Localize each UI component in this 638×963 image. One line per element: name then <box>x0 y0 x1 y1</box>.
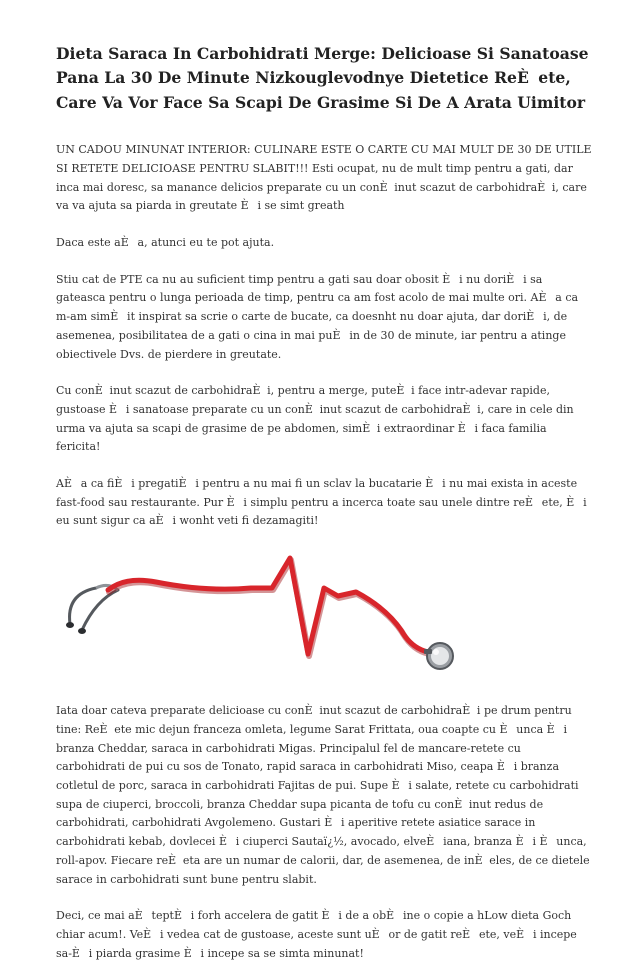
chest-piece-highlight <box>433 649 439 655</box>
heartbeat-tube <box>108 558 428 654</box>
paragraph-intro: UN CADOU MINUNAT INTERIOR: CULINARE ESTE O CARTE CU MAI MULT DE 30 DE UTILE SI RETETE DELICIOASE PENTRU SLABIT!!! Esti ocupat, nu de mult timp pentru a gati, dar inca mai doresc, sa manance delicios preparate cu un conÈinut scazut de carbohidraÈi, care va va ajuta sa piarda in greutate Èi se simt greath <box>56 143 592 213</box>
document-title: Dieta Saraca In Carbohidrati Merge: Delicioase Si Sanatoase Pana La 30 De Minute Nizkouglevodnye Dietetice ReÈete, Care Va Vor Face Sa Scapi De Grasime Si De A Arata Uimitor <box>56 44 589 112</box>
ear-tube-left <box>70 588 96 624</box>
chest-piece-face <box>431 647 449 665</box>
paragraph-daca: Daca este aÈa, atunci eu te pot ajuta. <box>56 236 275 250</box>
document-body <box>56 42 592 963</box>
paragraph-cu-continut: Cu conÈinut scazut de carbohidraÈi, pentru a merge, puteÈi face intr-adevar rapide, gustoase Èi sanatoase preparate cu un conÈinut scazut de carbohidraÈi, care in cele din urma va ajuta sa scapi de grasime de pe abdomen, simÈi extraordinar Èi faca familia fericita! <box>56 384 574 454</box>
ear-tip-left <box>66 622 74 628</box>
ear-tube-right <box>82 590 118 630</box>
stethoscope-heartbeat-icon <box>56 548 592 682</box>
paragraph-iata: Iata doar cateva preparate delicioase cu conÈinut scazut de carbohidraÈi pe drum pentru tine: ReÈete mic dejun franceza omleta, legume Sarat Frittata, oua coapte cu Èunca Èi branza Cheddar, saraca in carbohidrati Migas. Principalul fel de mancare-retete cu carbohidrati de pui cu sos de Tonato, rapid saraca in carbohidrati Miso, ceapa Èi branza cotletul de porc, saraca in carbohidrati Fajitas de pui. Supe Èi salate, retete cu carbohidrati supa de ciuperci, broccoli, branza Cheddar supa picanta de tofu cu conÈinut redus de carbohidrati, carbohidrati Avgolemeno. Gustari Èi aperitive retete asiatice sarace in carbohidrati kebab, dovlecei Èi ciuperci Sautaï¿½, avocado, elveÈiana, branza Èi Èunca, roll-apov. Fiecare reÈeta are un numar de calorii, dar, de asemenea, de inÈeles, de ce dietele sarace in carbohidrati sunt bune pentru slabit. <box>56 704 590 886</box>
paragraph-deci: Deci, ce mai aÈteptÈi forh accelera de gatit Èi de a obÈine o copie a hLow dieta Goch chiar acum!. VeÈi vedea cat de gustoase, aceste sunt uÈor de gatit reÈete, veÈi incepe sa-Èi piarda grasime Èi incepe sa se simta minunat! <box>56 909 577 960</box>
ear-tip-right <box>78 628 86 634</box>
paragraph-stiu: Stiu cat de PTE ca nu au suficient timp pentru a gati sau doar obosit Èi nu doriÈi sa gateasca pentru o lunga perioada de timp, pentru ca am fost acolo de mai multe ori. AÈa ca m-am simÈit inspirat sa scrie o carte de bucate, ca doesnht nu doar ajuta, dar doriÈi, de asemenea, posibilitatea de a gati o cina in mai puÈin de 30 de minute, iar pentru a atinge obiectivele Dvs. de pierdere in greutate. <box>56 272 579 361</box>
paragraph-asa-ca: AÈa ca fiÈi pregatiÈi pentru a nu mai fi un sclav la bucatarie Èi nu mai exista in aceste fast-food sau restaurante. Pur Èi simplu pentru a incerca toate sau unele dintre reÈete, Èi eu sunt sigur ca aÈi wonht veti fi dezamagiti! <box>56 477 587 528</box>
chest-piece-stem <box>424 649 432 654</box>
stethoscope-image <box>56 548 592 682</box>
